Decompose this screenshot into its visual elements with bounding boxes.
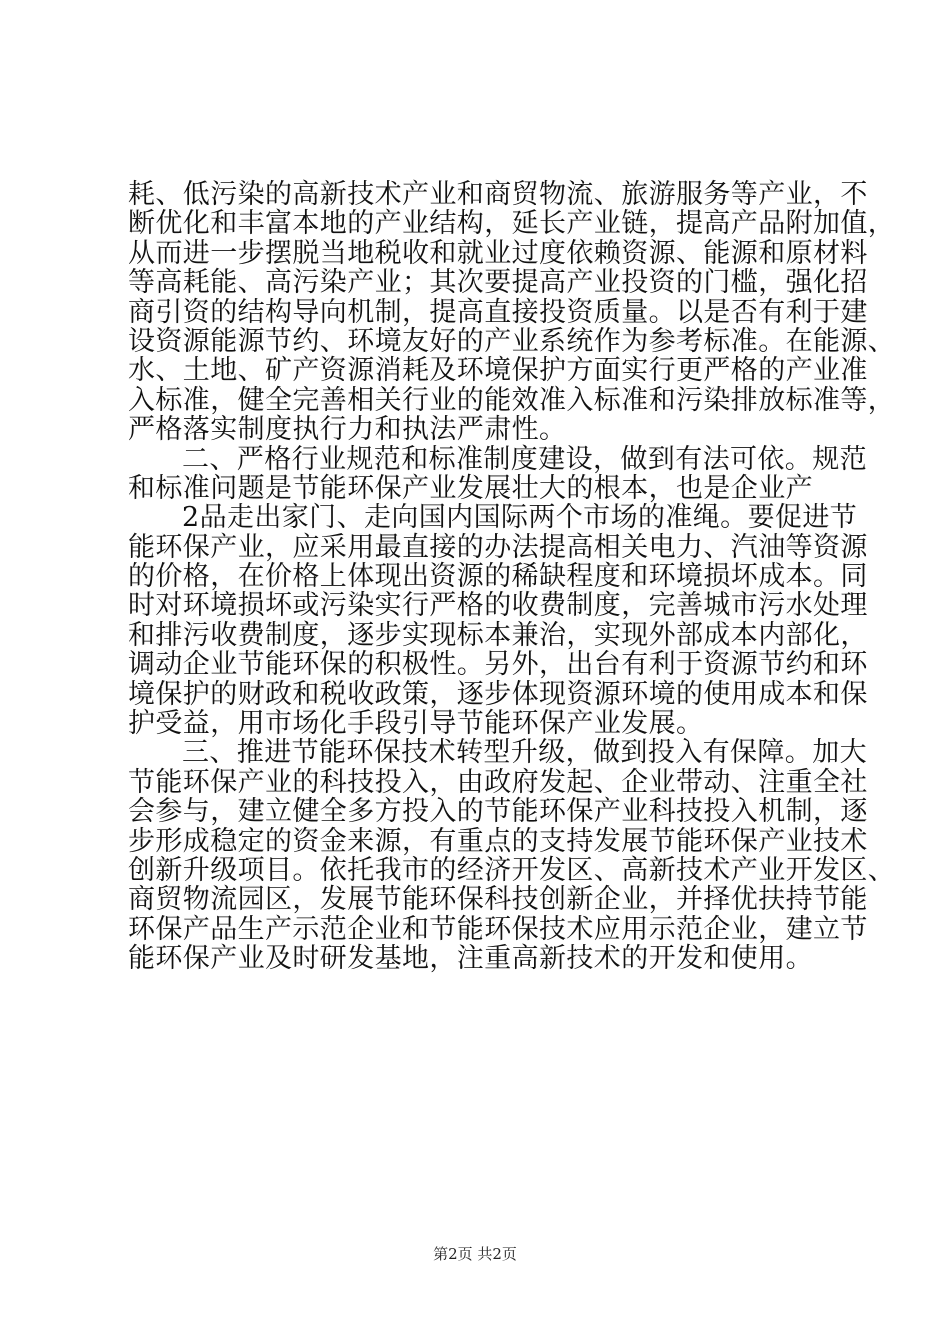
text-line: 创新升级项目。依托我市的经济开发区、高新技术产业开发区、: [128, 854, 896, 886]
text-line: 从而进一步摆脱当地税收和就业过度依赖资源、能源和原材料: [128, 237, 868, 269]
text-line: 耗、低污染的高新技术产业和商贸物流、旅游服务等产业，不: [128, 179, 868, 210]
text-line: 入标准，健全完善相关行业的能效准入标准和污染排放标准等，: [128, 384, 896, 416]
text-line: 能环保产业及时研发基地，注重高新技术的开发和使用。: [128, 943, 813, 975]
paragraph-heading-3: 三、推进节能环保技术转型升级，做到投入有保障。加大: [182, 737, 867, 769]
text-line: 等高耗能、高污染产业；其次要提高产业投资的门槛，强化招: [128, 267, 868, 299]
text-line: 断优化和丰富本地的产业结构，延长产业链，提高产品附加值，: [128, 208, 896, 240]
text-line: 水、土地、矿产资源消耗及环境保护方面实行更严格的产业准: [128, 355, 868, 387]
text-line: 护受益，用市场化手段引导节能环保产业发展。: [128, 708, 704, 740]
text-line: 严格落实制度执行力和执法严肃性。: [128, 414, 567, 446]
document-body: [128, 179, 896, 975]
text-line: 节能环保产业的科技投入，由政府发起、企业带动、注重全社: [128, 766, 868, 798]
text-line: 2品走出家门、走向国内国际两个市场的准绳。要促进节: [182, 502, 858, 534]
page-number-footer: 第2页 共2页: [433, 1245, 517, 1263]
text-line: 设资源能源节约、环境友好的产业系统作为参考标准。在能源、: [128, 325, 896, 357]
text-line: 境保护的财政和税收政策，逐步体现资源环境的使用成本和保: [128, 678, 868, 710]
text-line: 和标准问题是节能环保产业发展壮大的根本，也是企业产: [128, 472, 813, 504]
text-line: 时对环境损坏或污染实行严格的收费制度，完善城市污水处理: [128, 590, 868, 622]
text-line: 步形成稳定的资金来源，有重点的支持发展节能环保产业技术: [128, 825, 868, 857]
text-line: 的价格，在价格上体现出资源的稀缺程度和环境损坏成本。同: [128, 561, 868, 593]
text-line: 商引资的结构导向机制，提高直接投资质量。以是否有利于建: [128, 296, 868, 328]
text-line: 能环保产业，应采用最直接的办法提高相关电力、汽油等资源: [128, 531, 868, 563]
text-line: 环保产品生产示范企业和节能环保技术应用示范企业，建立节: [128, 913, 868, 945]
text-line: 商贸物流园区，发展节能环保科技创新企业，并择优扶持节能: [128, 884, 868, 916]
paragraph-heading-2: 二、严格行业规范和标准制度建设，做到有法可依。规范: [182, 443, 867, 475]
text-line: 和排污收费制度，逐步实现标本兼治，实现外部成本内部化，: [128, 619, 868, 651]
text-line: 会参与，建立健全多方投入的节能环保产业科技投入机制，逐: [128, 796, 868, 828]
text-line: 调动企业节能环保的积极性。另外，出台有利于资源节约和环: [128, 649, 868, 681]
